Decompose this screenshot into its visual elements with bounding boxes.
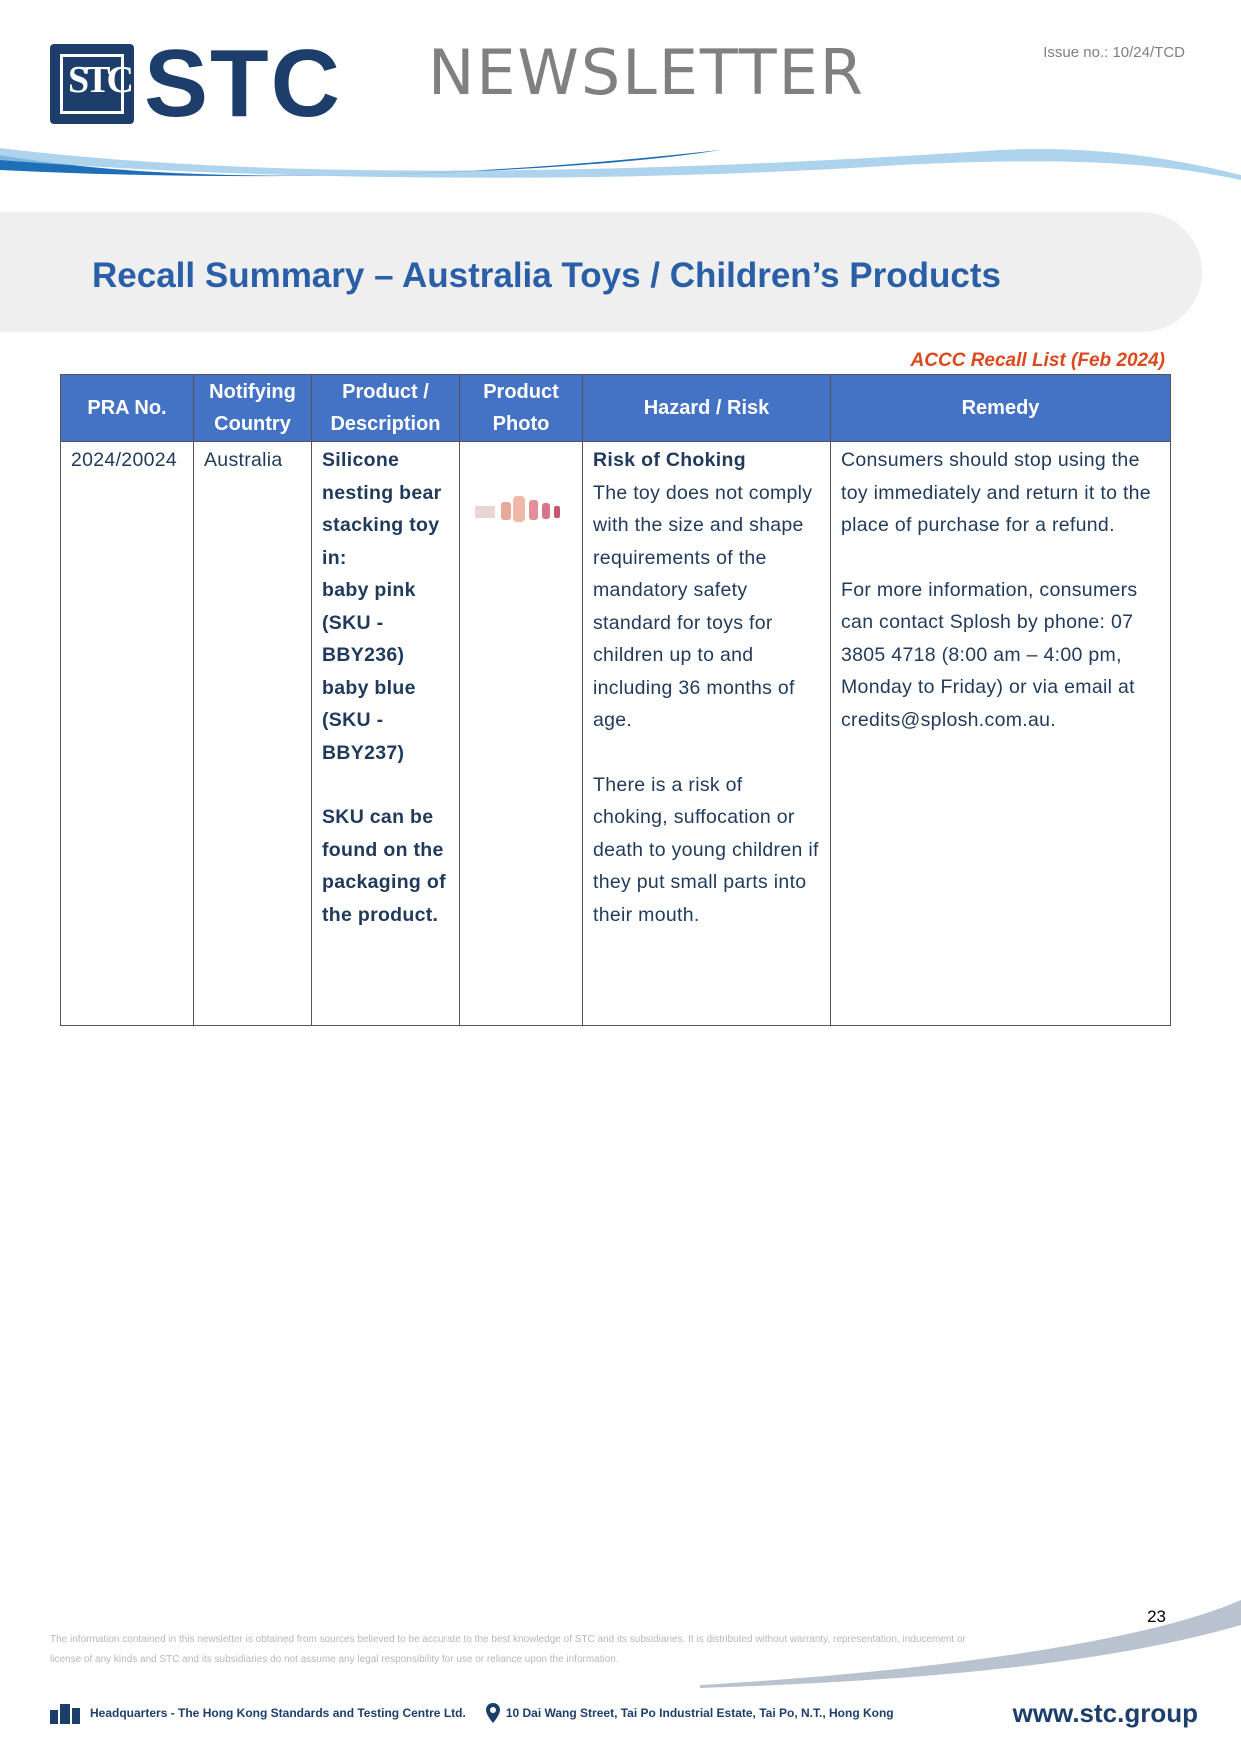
cell-product-photo [460, 442, 583, 1026]
building-icon [48, 1702, 82, 1724]
cell-pra-no: 2024/20024 [61, 442, 194, 1026]
page-number: 23 [1147, 1607, 1166, 1626]
website-link[interactable]: www.stc.group [1012, 1697, 1198, 1728]
remedy-text: Consumers should stop using the toy immediately and return it to the place of purchase for a refund. [841, 449, 1151, 536]
description-line: SKU can be found on the packaging of the product. [322, 806, 446, 926]
cell-hazard [583, 442, 831, 1026]
logo-mark-glyph: STC [68, 59, 130, 101]
table-header-row [61, 375, 1171, 442]
product-photo [471, 492, 571, 528]
description-line: Silicone nesting bear stacking toy in: [322, 449, 442, 569]
stc-logo-mark [50, 44, 134, 124]
description-spacer [322, 769, 449, 801]
cell-country: Australia [194, 442, 312, 1026]
newsletter-heading: NEWSLETTER [428, 36, 865, 109]
logo-text: STC [144, 30, 342, 137]
header-swoosh [0, 130, 1241, 210]
location-pin-icon [486, 1703, 500, 1723]
stc-logo [50, 30, 342, 137]
hazard-title: Risk of Choking [593, 449, 746, 471]
cell-remedy [831, 442, 1171, 1026]
remedy-text-2: For more information, consumers can contact Splosh by phone: 07 3805 4718 (8:00 am – 4:00 pm, Monday to Friday) or via email at credits@splosh.com.au. [841, 578, 1138, 731]
header-product-description: Product / Description [312, 375, 460, 442]
description-line: baby blue (SKU - BBY237) [322, 676, 416, 764]
hazard-text-2: There is a risk of choking, suffocation or death to young children if they put small parts into their mouth. [593, 773, 819, 926]
recall-source: ACCC Recall List (Feb 2024) [910, 350, 1165, 371]
header-remedy: Remedy [831, 375, 1171, 442]
footer-bar [48, 1697, 1198, 1728]
recall-table [60, 374, 1171, 1026]
header-notifying-country: Notifying Country [194, 375, 312, 442]
cell-description [312, 442, 460, 1026]
header-hazard-risk: Hazard / Risk [583, 375, 831, 442]
header-product-photo: Product Photo [460, 375, 583, 442]
disclaimer: The information contained in this newsletter is obtained from sources believed to be accurate to the best knowledge of STC and its subsidiaries. It is distributed without warranty, representation, inducement or license of any kinds and STC and its subsidiaries do not assume any legal responsibility for use or reliance upon the information. [50, 1634, 966, 1665]
page-title: Recall Summary – Australia Toys / Children’s Products [92, 256, 1001, 295]
hazard-text: The toy does not comply with the size and shape requirements of the mandatory safety standard for toys for children up to and including 36 months of age. [593, 481, 813, 731]
table-row [61, 442, 1171, 1026]
issue-number: Issue no.: 10/24/TCD [1043, 44, 1185, 61]
header-pra-no: PRA No. [61, 375, 194, 442]
address-text: 10 Dai Wang Street, Tai Po Industrial Estate, Tai Po, N.T., Hong Kong [505, 1706, 894, 1720]
headquarters-text: Headquarters - The Hong Kong Standards and Testing Centre Ltd. [90, 1706, 466, 1720]
description-line: baby pink (SKU - BBY236) [322, 579, 416, 666]
